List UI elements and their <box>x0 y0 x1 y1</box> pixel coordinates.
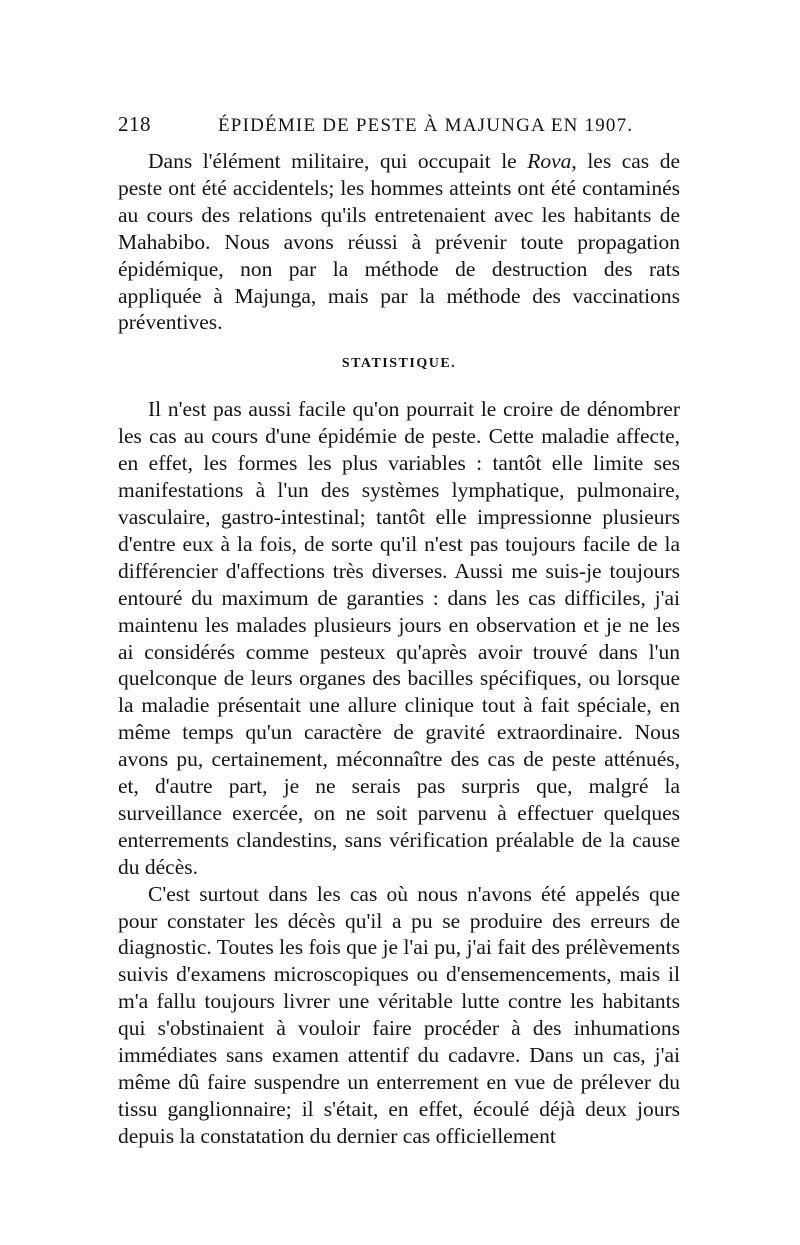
page-header <box>118 112 680 148</box>
paragraph-case-counting: Il n'est pas aussi facile qu'on pourrait le croire de dénombrer les cas au cours d'une épidémie de peste. Cette maladie affecte, en effet, les formes les plus variables : tantôt elle limite ses manifestations à l'un des systèmes lymphatique, pulmonaire, vasculaire, gastro-intestinal; tantôt elle impressionne plusieurs d'entre eux à la fois, de sorte qu'il n'est pas toujours facile de la différencier d'affections très diverses. Aussi me suis-je toujours entouré du maximum de garanties : dans les cas difficiles, j'ai maintenu les malades plusieurs jours en observation et je ne les ai considérés comme pesteux qu'après avoir trouvé dans l'un quelconque de leurs organes des bacilles spécifiques, ou lorsque la maladie présentait une allure clinique tout à fait spéciale, en même temps qu'un caractère de gravité extraordinaire. Nous avons pu, certainement, méconnaître des cas de peste atténués, et, d'autre part, je ne serais pas surpris que, malgré la surveillance exercée, on ne soit parvenu à effectuer quelques enterrements clandestins, sans vérification préalable de la cause du décès. <box>118 397 680 879</box>
paragraph-military-element <box>118 148 680 336</box>
running-title: ÉPIDÉMIE DE PESTE À MAJUNGA EN 1907. <box>218 115 634 136</box>
rova-italic: Rova <box>527 149 572 173</box>
paragraph-1-text-start: Dans l'élément militaire, qui occupait le <box>148 149 528 173</box>
page-number: 218 <box>118 112 151 136</box>
paragraph-diagnostic-errors: C'est surtout dans les cas où nous n'avons été appelés que pour constater les décès qu'il a pu se produire des erreurs de diagnostic. Toutes les fois que je l'ai pu, j'ai fait des prélèvements suivis d'examens microscopiques ou d'ensemencements, mais il m'a fallu toujours livrer une véritable lutte contre les habitants qui s'obstinaient à vouloir faire procéder à des inhumations immédiates sans examen attentif du cadavre. Dans un cas, j'ai même dû faire suspendre un enterrement en vue de prélever du tissu ganglionnaire; il s'était, en effet, écoulé déjà deux jours depuis la constatation du dernier cas officiellement <box>118 881 680 1148</box>
book-page <box>118 112 680 1150</box>
paragraph-1-text-end: , les cas de peste ont été accidentels; les hommes atteints ont été contaminés au cours des relations qu'ils entretenaient avec les habitants de Mahabibo. Nous avons réussi à prévenir toute propagation épidémique, non par la méthode de destruction des rats appliquée à Majunga, mais par la méthode des vaccinations préventives. <box>118 149 680 335</box>
section-heading-statistique: STATISTIQUE. <box>341 356 457 372</box>
